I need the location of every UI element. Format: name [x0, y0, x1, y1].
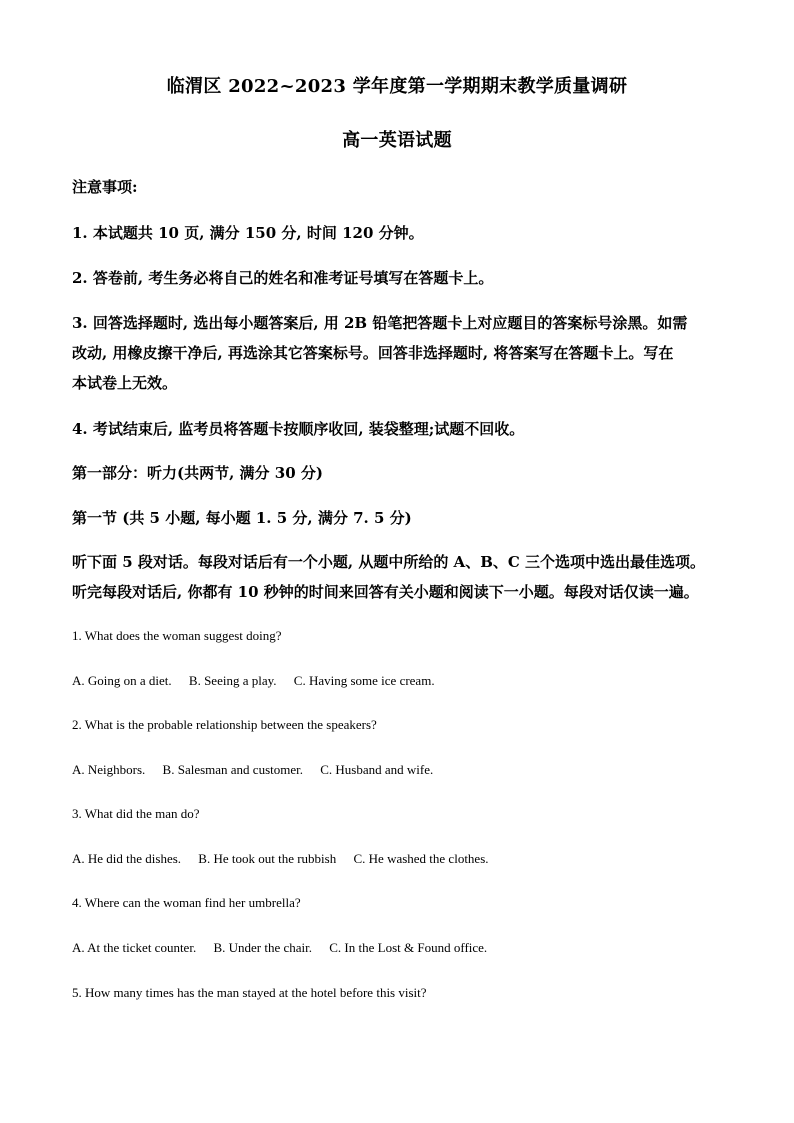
exam-title: 临渭区 2022~2023 学年度第一学期期末教学质量调研 — [166, 76, 628, 97]
option-c: C. In the Lost & Found office. — [329, 940, 488, 955]
question-stem: 1. What does the woman suggest doing? — [72, 628, 282, 643]
section1-heading: 第一节 (共 5 小题, 每小题 1. 5 分, 满分 7. 5 分) — [72, 509, 412, 527]
notes-heading: 注意事项: — [72, 178, 138, 196]
question-stem: 5. How many times has the man stayed at the hotel before this visit? — [72, 985, 427, 1000]
question-options — [72, 762, 447, 778]
question-stem: 4. Where can the woman find her umbrella? — [72, 895, 301, 910]
option-b: B. Under the chair. — [213, 940, 313, 955]
note-item: 本试卷上无效。 — [72, 374, 178, 392]
question-stem: 3. What did the man do? — [72, 806, 200, 821]
exam-subtitle: 高一英语试题 — [342, 130, 452, 151]
listening-instructions: 听完每段对话后, 你都有 10 秒钟的时间来回答有关小题和阅读下一小题。每段对话仅读一遍。 — [72, 583, 699, 601]
option-b: B. Salesman and customer. — [162, 762, 303, 777]
question-options — [72, 851, 503, 867]
question-stem: 2. What is the probable relationship between the speakers? — [72, 717, 377, 732]
note-item: 3. 回答选择题时, 选出每小题答案后, 用 2B 铅笔把答题卡上对应题目的答案标号涂黑。如需 — [72, 314, 688, 332]
part1-heading: 第一部分：听力(共两节, 满分 30 分) — [72, 464, 323, 482]
option-c: C. He washed the clothes. — [353, 851, 489, 866]
question-options — [72, 940, 501, 956]
note-item: 2. 答卷前, 考生务必将自己的姓名和准考证号填写在答题卡上。 — [72, 269, 494, 287]
note-item: 4. 考试结束后, 监考员将答题卡按顺序收回, 装袋整理;试题不回收。 — [72, 420, 525, 438]
note-item: 改动, 用橡皮擦干净后, 再选涂其它答案标号。回答非选择题时, 将答案写在答题卡上。写在 — [72, 344, 674, 362]
option-c: C. Having some ice cream. — [293, 673, 435, 688]
option-c: C. Husband and wife. — [320, 762, 434, 777]
option-a: A. Neighbors. — [72, 762, 146, 777]
option-a: A. He did the dishes. — [72, 851, 182, 866]
note-item: 1. 本试题共 10 页, 满分 150 分, 时间 120 分钟。 — [72, 224, 424, 242]
option-a: A. At the ticket counter. — [72, 940, 197, 955]
option-b: B. Seeing a play. — [188, 673, 277, 688]
listening-instructions: 听下面 5 段对话。每段对话后有一个小题, 从题中所给的 A、B、C 三个选项中选出最佳选项。 — [72, 553, 706, 571]
question-options — [72, 673, 449, 689]
option-a: A. Going on a diet. — [72, 673, 172, 688]
option-b: B. He took out the rubbish — [198, 851, 337, 866]
